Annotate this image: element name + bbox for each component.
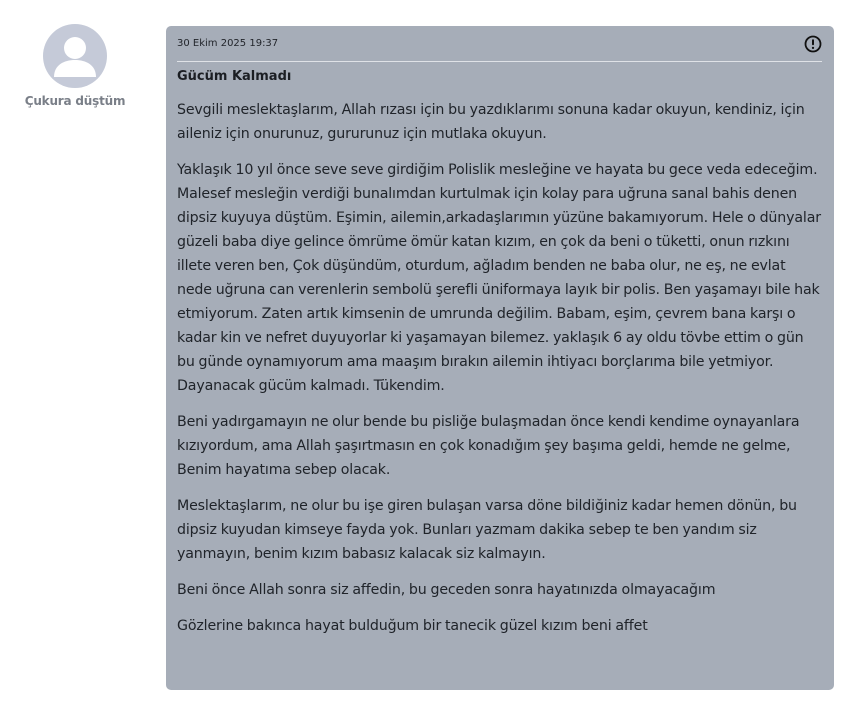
post-paragraph: Sevgili meslektaşlarım, Allah rızası için bu yazdıklarımı sonuna kadar okuyun, kendiniz, için aileniz için onurunuz, gururunuz için mutlaka okuyun. bbox=[177, 102, 805, 142]
post-header bbox=[177, 26, 822, 62]
post-card bbox=[166, 26, 834, 690]
post-paragraph: Beni önce Allah sonra siz affedin, bu geceden sonra hayatınızda olmayacağım bbox=[177, 582, 716, 598]
report-icon[interactable] bbox=[804, 35, 822, 53]
post-date: 30 Ekim 2025 19:37 bbox=[177, 38, 279, 49]
post-body bbox=[177, 98, 822, 638]
post-paragraph: Gözlerine bakınca hayat bulduğum bir tanecik güzel kızım beni affet bbox=[177, 618, 648, 634]
author-name[interactable]: Çukura düştüm bbox=[24, 94, 126, 108]
post-paragraph: Beni yadırgamayın ne olur bende bu pisliğe bulaşmadan önce kendi kendime oynayanlara kızıyordum, ama Allah şaşırtmasın en çok konadığım şey başıma geldi, hemde ne gelme, Benim hayatıma sebep olacak. bbox=[177, 414, 800, 478]
post-title: Gücüm Kalmadı bbox=[177, 69, 292, 84]
author-panel bbox=[18, 24, 132, 108]
user-avatar-icon[interactable] bbox=[43, 24, 107, 88]
post-paragraph: Yaklaşık 10 yıl önce seve seve girdiğim Polislik mesleğine ve hayata bu gece veda edeceğim. Malesef mesleğin verdiği bunalımdan kurtulmak için kolay para uğruna sanal bahis denen dipsiz kuyuya düştüm. Eşimin, ailemin,arkadaşlarımın yüzüne bakamıyorum. Hele o dünyalar güzeli baba diye gelince ömrüme ömür katan kızım, en çok da beni o tüketti, onun rızkını illete veren ben, Çok düşündüm, oturdum, ağladım benden ne baba olur, ne eş, ne evlat nede uğruna can verenlerin sembolü şerefli üniformaya layık bir polis. Ben yaşamayı bile hak etmiyorum. Zaten artık kimsenin de umrunda değilim. Babam, eşim, çevrem bana karşı o kadar kin ve nefret duyuyorlar ki yaşamayan bilemez. yaklaşık 6 ay oldu tövbe ettim o gün bu günde oynamıyorum ama maaşım bırakın ailemin ihtiyacı borçlarıma bile yetmiyor. Dayanacak gücüm kalmadı. Tükendim. bbox=[177, 162, 821, 394]
post-paragraph: Meslektaşlarım, ne olur bu işe giren bulaşan varsa döne bildiğiniz kadar hemen dönün, bu dipsiz kuyudan kimseye fayda yok. Bunları yazmam dakika sebep te ben yandım siz yanmayın, benim kızım babasız kalacak siz kalmayın. bbox=[177, 498, 797, 562]
